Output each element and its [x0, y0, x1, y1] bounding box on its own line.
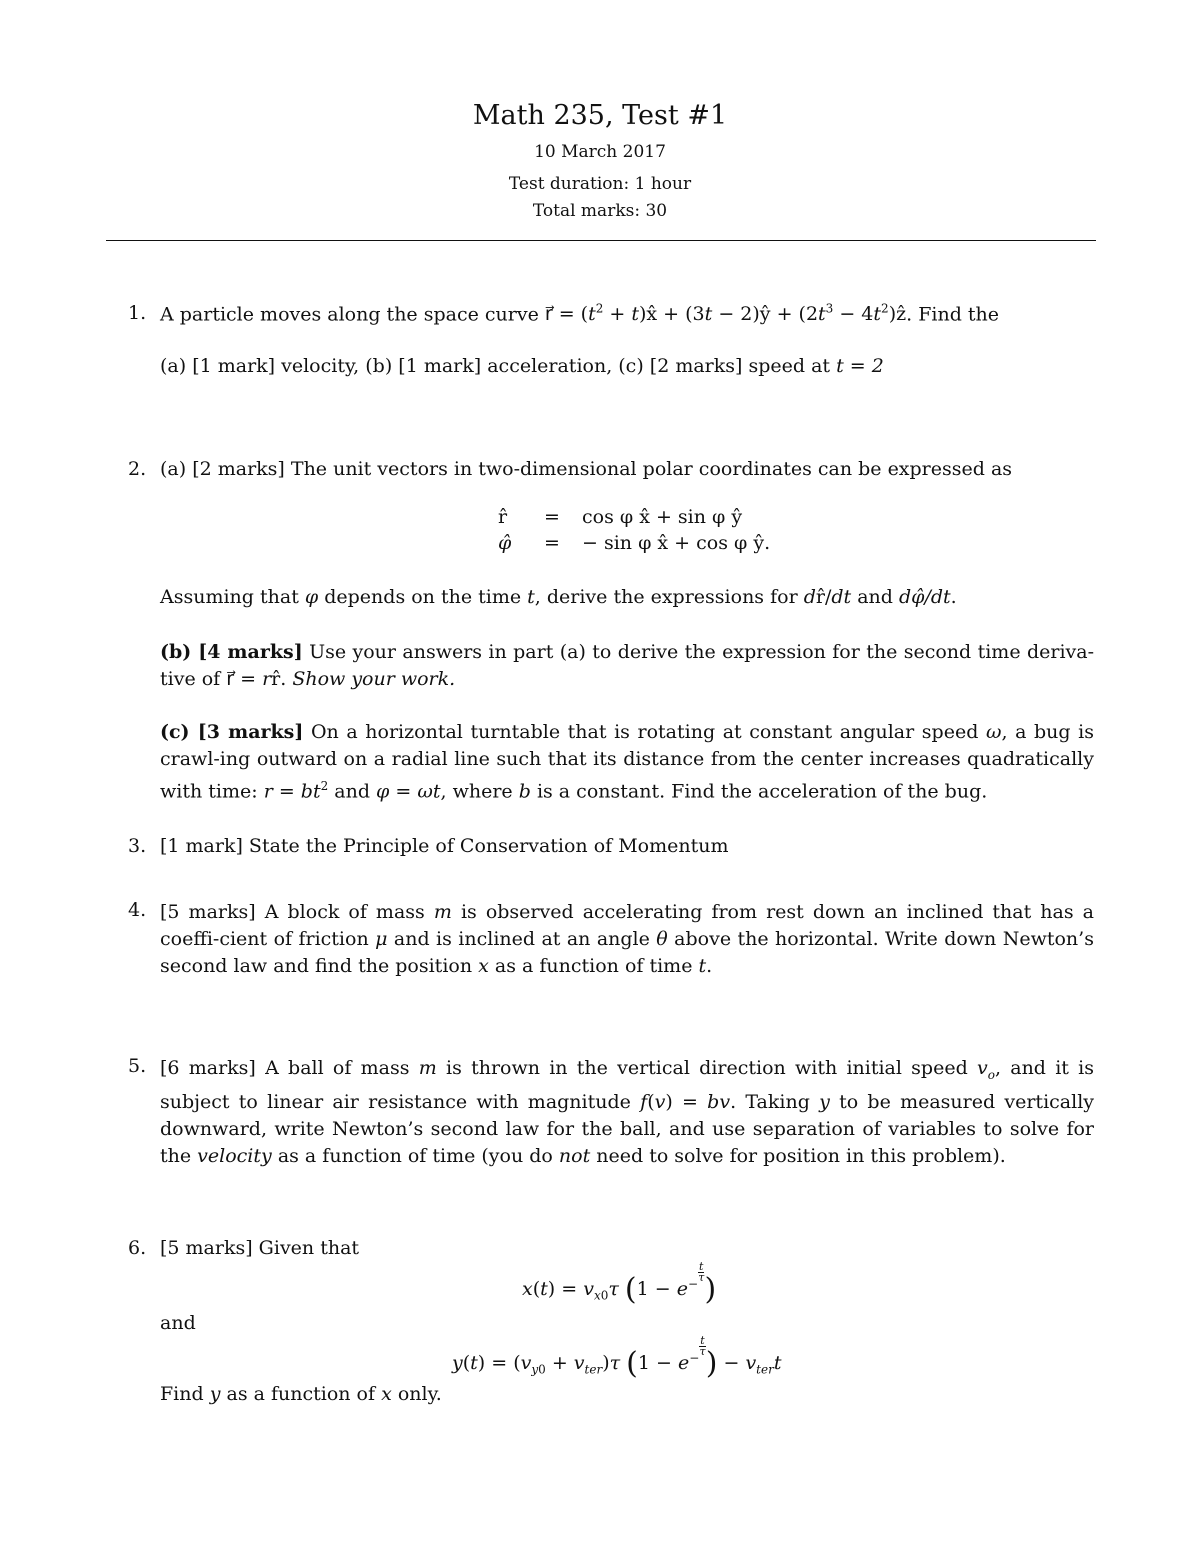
equation-phi-hat: φ̂ = − sin φ x̂ + cos φ ŷ. — [498, 532, 771, 554]
velocity-emphasis: velocity — [197, 1144, 272, 1167]
question-6-find-3: only. — [397, 1383, 442, 1405]
equation-r-hat-rhs: cos φ x̂ + sin φ ŷ — [582, 506, 743, 528]
question-4-text: [5 marks] A block of mass m is observed accelerating from rest down an inclined that has a coeffi-cient of friction μ and is inclined at an angle θ above the horizontal. Write down Newton’s second law and find the position x as a function of time t. — [160, 901, 1095, 977]
question-1-parts-text: (a) [1 mark] velocity, (b) [1 mark] acceleration, (c) [2 marks] speed at — [160, 355, 831, 377]
header-divider — [106, 240, 1096, 241]
question-1-parts — [160, 355, 884, 377]
question-2c-text: (c) [3 marks] On a horizontal turntable that is rotating at constant angular speed ω, a bug is crawl-ing outward on a radial line such that its distance from the center increases quadratically with time: $r = bt^2$ and φ = ωt, where b is a constant. Find the acceleration of the bug. — [160, 721, 1095, 803]
question-2c-body-3: where — [452, 780, 513, 803]
question-6-label: [5 marks] Given that — [160, 1237, 360, 1259]
question-2c-label: (c) [3 marks] — [160, 721, 304, 743]
not-emphasis: not — [558, 1144, 591, 1167]
question-3-text: [1 mark] State the Principle of Conservation of Momentum — [160, 835, 729, 857]
show-work-note: Show your work. — [292, 668, 456, 690]
question-3-number: 3. — [128, 835, 147, 857]
question-2b-body: Use your answers in part (a) to derive the expression for the second time deriva-tive of — [160, 641, 1095, 690]
question-5-body-6: as a function of time (you do — [277, 1144, 553, 1167]
question-5-body-3: , and it is subject to linear air resistance with magnitude — [160, 1057, 1094, 1113]
equation-r-hat: r̂ = cos φ x̂ + sin φ ŷ — [498, 504, 770, 530]
question-4-body-1: A block of mass — [264, 901, 425, 923]
equation-y-of-t: $y(t) = (v_{y0} + v_{ter})\tau$ ($1 - e^{- \frac{t}{\tau}}$ ) − $v_{ter}t$ — [452, 1334, 782, 1381]
question-4-label: [5 marks] — [160, 901, 256, 923]
assuming-text-1: Assuming that — [160, 586, 299, 608]
question-5-body-2: is thrown in the vertical direction with initial speed — [446, 1057, 968, 1079]
question-2c-body-4: is a constant. Find the acceleration of the bug. — [536, 780, 988, 803]
question-5-body-1: A ball of mass — [265, 1057, 410, 1079]
question-4-body-2: is observed accelerating from rest down an inclined that has a coeffi-cient of friction — [160, 901, 1095, 950]
question-1-intro: A particle moves along the space curve — [160, 303, 539, 326]
question-5-body-4: . Taking — [730, 1090, 810, 1113]
question-4-body-3: and is inclined at an angle — [393, 928, 650, 950]
question-6-find-2: as a function of — [226, 1383, 376, 1405]
equation-phi-hat-rhs: − sin φ x̂ + cos φ ŷ. — [582, 532, 771, 554]
question-4-body-4: above the horizontal. Write down Newton’s second law and find the position — [160, 928, 1094, 977]
assuming-and: and — [857, 586, 893, 608]
question-2c-body-2: , a bug is crawl-ing outward on a radial line such that its distance from the center increases quadratically with time: — [160, 721, 1095, 803]
question-6-number: 6. — [128, 1237, 147, 1259]
assuming-text-3: , derive the expressions for — [534, 586, 798, 608]
test-date: 10 March 2017 — [534, 142, 666, 162]
question-5-number: 5. — [128, 1055, 147, 1077]
question-2c-body-1: On a horizontal turntable that is rotating at constant angular speed — [310, 721, 979, 743]
question-6-find-1: Find — [160, 1383, 204, 1405]
question-5-text: [6 marks] A ball of mass m is thrown in the vertical direction with initial speed $v_o$, and it is subject to linear air resistance with magnitude f(v) = bv. Taking y to be measured vertically downward, write Newton’s second law for the ball, and use separation of variables to solve for the velocity as a function of time (you do not need to solve for position in this problem). — [160, 1057, 1094, 1167]
question-1-curve-equation: r⃗ = ($t^2$ + t)x̂ + (3t − 2)ŷ + ($2t^3$ − $4t^2)ẑ$ — [544, 302, 907, 326]
page-title: Math 235, Test #1 — [472, 100, 728, 131]
question-5-body-7: need to solve for position in this problem). — [596, 1144, 1006, 1167]
question-2a-text — [160, 458, 1012, 480]
question-2a-label: (a) [2 marks] — [160, 458, 285, 480]
question-4-number: 4. — [128, 899, 147, 921]
question-1-text — [160, 302, 999, 325]
unit-vector-equations — [498, 504, 770, 556]
question-6-and: and — [160, 1312, 196, 1334]
question-4-body-5: as a function of time — [494, 955, 693, 977]
question-2b-text: (b) [4 marks] Use your answers in part (a) to derive the expression for the second time deriva-tive of r⃗ = rr̂. Show your work. — [160, 641, 1095, 690]
question-2b-label: (b) [4 marks] — [160, 641, 303, 663]
question-2a-body: The unit vectors in two-dimensional polar coordinates can be expressed as — [290, 458, 1013, 480]
question-5-label: [6 marks] — [160, 1057, 256, 1079]
question-6-find: Find y as a function of x only. — [160, 1383, 442, 1405]
question-2-number: 2. — [128, 458, 147, 480]
question-2a-assuming: Assuming that φ depends on the time t, derive the expressions for dr̂/dt and dφ̂/dt. — [160, 586, 957, 608]
question-5-body-5: to be measured vertically downward, write Newton’s second law for the ball, and use separation of variables to solve for the — [160, 1090, 1094, 1167]
test-duration: Test duration: 1 hour — [508, 174, 692, 194]
question-1-number: 1. — [128, 302, 147, 324]
question-1-time-value: t = 2 — [836, 355, 884, 377]
total-marks: Total marks: 30 — [532, 201, 668, 221]
question-1-find-the: . Find the — [906, 303, 1000, 326]
equation-x-of-t: $x(t) = v_{x0}\tau$ ($1 - e^{- \frac{t}{\tau}}$ ) — [522, 1260, 717, 1307]
assuming-text-2: depends on the time — [324, 586, 522, 608]
